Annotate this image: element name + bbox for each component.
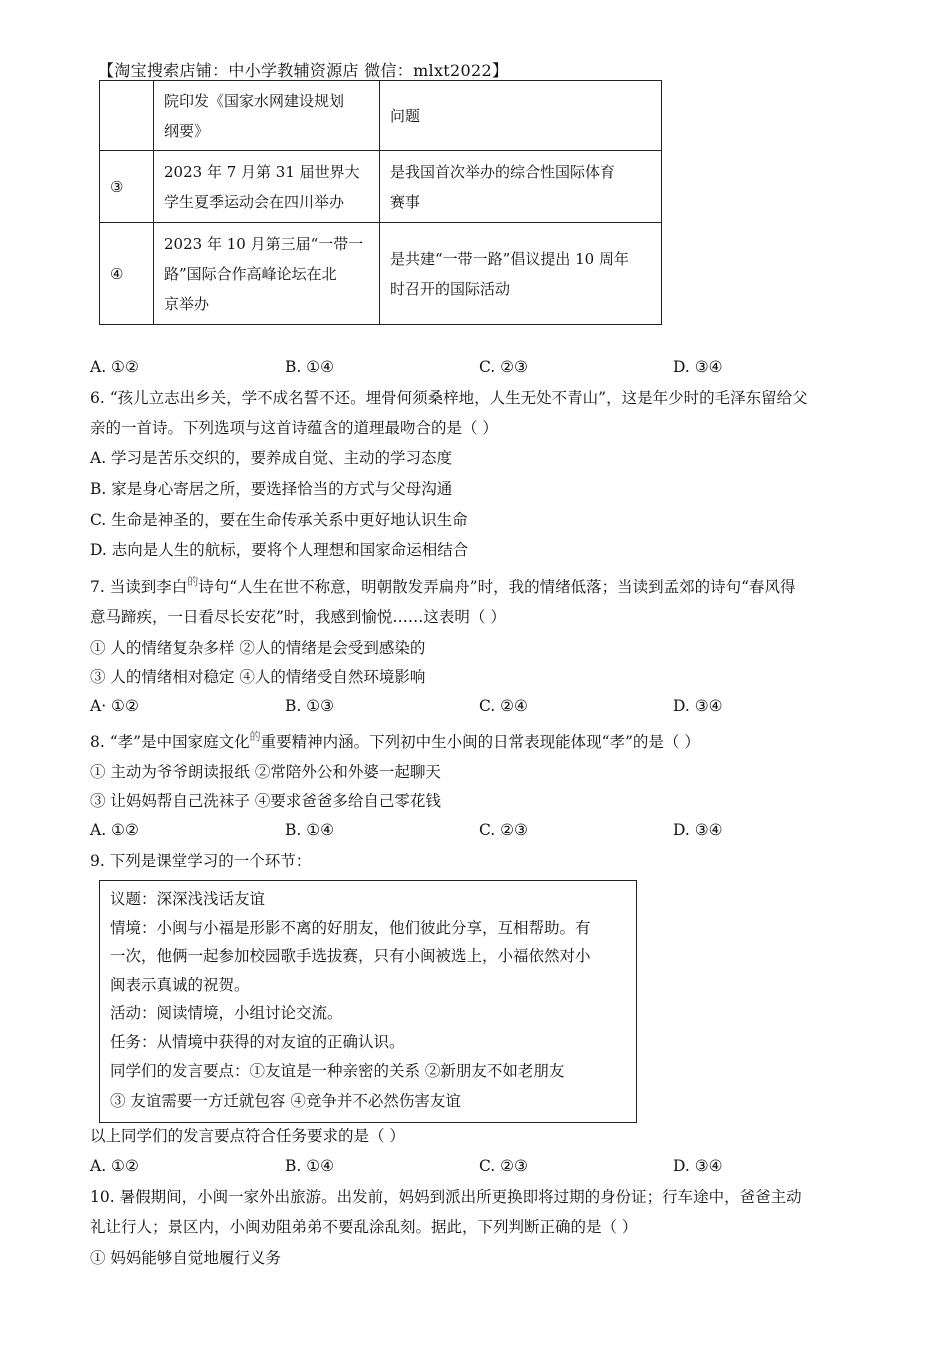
q5-option-a: A. ①② xyxy=(90,358,139,376)
q9-box-line: 情境：小闽与小福是形影不离的好朋友，他们彼此分享，互相帮助。有 xyxy=(110,919,591,937)
desc-line: 是我国首次举办的综合性国际体育 xyxy=(390,162,616,181)
q9-stem: 9. 下列是课堂学习的一个环节： xyxy=(90,852,312,870)
q7-option-a: A· ①② xyxy=(90,697,139,715)
q9-box-line: 议题：深深浅浅话友谊 xyxy=(110,890,266,908)
q6-option-c: C. 生命是神圣的，要在生命传承关系中更好地认识生命 xyxy=(90,511,468,529)
q6-option-d: D. 志向是人生的航标，要将个人理想和国家命运相结合 xyxy=(90,541,469,559)
q8-option-d: D. ③④ xyxy=(673,821,723,839)
event-line: 纲要》 xyxy=(164,121,210,140)
q9-option-a: A. ①② xyxy=(90,1157,139,1175)
q8-stem-part: 重要精神内涵。下列初中生小闽的日常表现能体现“孝”的是（ ） xyxy=(260,733,700,751)
table-cell-num: ④ xyxy=(100,223,154,325)
desc-line: 问题 xyxy=(390,106,421,125)
q7-stem-line: 意马蹄疾，一日看尽长安花”时，我感到愉悦……这表明（ ） xyxy=(90,608,506,626)
q9-box-line: 任务：从情境中获得的对友谊的正确认识。 xyxy=(110,1033,405,1051)
q9-box-line: 一次，他俩一起参加校园歌手选拔赛，只有小闽被选上，小福依然对小 xyxy=(110,947,591,965)
table-row xyxy=(100,151,662,223)
table-cell-event xyxy=(154,81,380,151)
q9-option-d: D. ③④ xyxy=(673,1157,723,1175)
q8-stem-line xyxy=(90,732,700,754)
table-row xyxy=(100,81,662,151)
q6-stem-line: 6. “孩儿立志出乡关，学不成名誓不还。埋骨何须桑梓地，人生无处不青山”，这是年少时的毛泽东留给父 xyxy=(90,389,808,407)
q6-stem-line: 亲的一首诗。下列选项与这首诗蕴含的道理最吻合的是（ ） xyxy=(90,419,498,437)
q9-option-c: C. ②③ xyxy=(479,1157,528,1175)
q8-items-line: ③ 让妈妈帮自己洗袜子 ④要求爸爸多给自己零花钱 xyxy=(90,792,441,810)
q9-option-b: B. ①④ xyxy=(285,1157,335,1175)
q9-box-line: 活动：阅读情境，小组讨论交流。 xyxy=(110,1004,343,1022)
table-row xyxy=(100,223,662,325)
table-cell-desc xyxy=(380,223,662,325)
table-cell-num xyxy=(100,81,154,151)
desc-line: 赛事 xyxy=(390,192,421,211)
q7-items-line: ③ 人的情绪相对稳定 ④人的情绪受自然环境影响 xyxy=(90,668,426,686)
q9-box-line: 同学们的发言要点：①友谊是一种亲密的关系 ②新朋友不如老朋友 xyxy=(110,1062,565,1080)
event-line: 京举办 xyxy=(164,294,210,313)
table-cell-desc xyxy=(380,81,662,151)
table-cell-event xyxy=(154,151,380,223)
q7-option-d: D. ③④ xyxy=(673,697,723,715)
q8-option-a: A. ①② xyxy=(90,821,139,839)
q5-option-c: C. ②③ xyxy=(479,358,528,376)
event-line: 院印发《国家水网建设规划 xyxy=(164,91,345,110)
q5-option-d: D. ③④ xyxy=(673,358,723,376)
q7-option-c: C. ②④ xyxy=(479,697,528,715)
events-table xyxy=(99,80,662,325)
q8-option-b: B. ①④ xyxy=(285,821,335,839)
event-line: 2023 年 10 月第三届“一带一 xyxy=(164,234,364,253)
table-cell-desc xyxy=(380,151,662,223)
q10-stem-line: 礼让行人；景区内，小闽劝阻弟弟不要乱涂乱刻。据此，下列判断正确的是（ ） xyxy=(90,1218,638,1236)
q6-option-a: A. 学习是苦乐交织的，要养成自觉、主动的学习态度 xyxy=(90,449,453,467)
event-line: 学生夏季运动会在四川举办 xyxy=(164,192,345,211)
q7-option-b: B. ①③ xyxy=(285,697,335,715)
q7-stem-part: 7. 当读到李白 xyxy=(90,578,188,596)
q7-items-line: ① 人的情绪复杂多样 ②人的情绪是会受到感染的 xyxy=(90,639,426,657)
q6-option-b: B. 家是身心寄居之所，要选择恰当的方式与父母沟通 xyxy=(90,480,453,498)
q8-option-c: C. ②③ xyxy=(479,821,528,839)
q9-question: 以上同学们的发言要点符合任务要求的是（ ） xyxy=(90,1127,405,1145)
q7-stem-part: 的 xyxy=(187,575,199,588)
event-line: 路”国际合作高峰论坛在北 xyxy=(164,264,337,283)
q7-stem-line xyxy=(90,577,796,599)
q9-box-line: ③ 友谊需要一方迁就包容 ④竞争并不必然伤害友谊 xyxy=(110,1092,461,1110)
q10-stem-line: 10. 暑假期间，小闽一家外出旅游。出发前，妈妈到派出所更换即将过期的身份证；行车途中，爸爸主动 xyxy=(90,1188,802,1206)
q8-stem-part: 8. “孝”是中国家庭文化 xyxy=(90,733,250,751)
table-cell-num: ③ xyxy=(100,151,154,223)
q9-context-box xyxy=(99,880,637,1123)
q9-box-line: 闽表示真诚的祝贺。 xyxy=(110,976,250,994)
event-line: 2023 年 7 月第 31 届世界大 xyxy=(164,162,360,181)
table-cell-event xyxy=(154,223,380,325)
q5-option-b: B. ①④ xyxy=(285,358,335,376)
desc-line: 时召开的国际活动 xyxy=(390,279,511,298)
q7-stem-part: 诗句“人生在世不称意，明朝散发弄扁舟”时，我的情绪低落；当读到孟郊的诗句“春风得 xyxy=(198,578,796,596)
desc-line: 是共建“一带一路”倡议提出 10 周年 xyxy=(390,249,629,268)
q8-items-line: ① 主动为爷爷朗读报纸 ②常陪外公和外婆一起聊天 xyxy=(90,763,441,781)
q10-item-line: ① 妈妈能够自觉地履行义务 xyxy=(90,1249,281,1267)
header-watermark: 【淘宝搜索店铺：中小学教辅资源店 微信：mlxt2022】 xyxy=(98,61,509,80)
q8-stem-part: 的 xyxy=(249,730,261,743)
